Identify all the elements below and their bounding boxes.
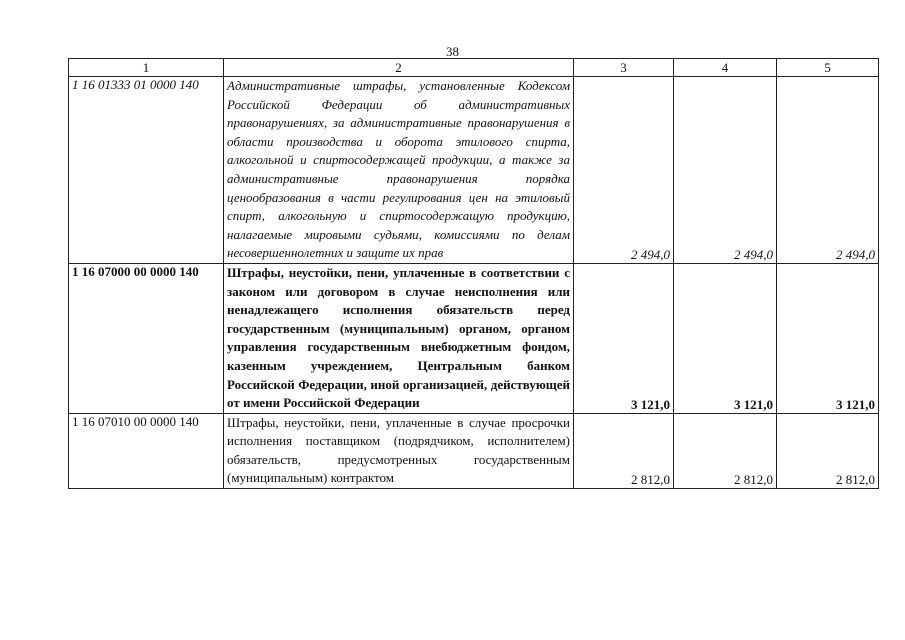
row-value-col3: 3 121,0 — [574, 263, 674, 413]
row-value-col4: 2 812,0 — [674, 413, 777, 488]
table-row — [69, 77, 879, 264]
budget-table — [68, 58, 879, 489]
row-value-col3: 2 812,0 — [574, 413, 674, 488]
column-header-5: 5 — [777, 59, 879, 77]
page-number: 38 — [446, 44, 459, 59]
row-value-col4: 3 121,0 — [674, 263, 777, 413]
row-value-col5: 2 494,0 — [777, 77, 879, 264]
row-value-col5: 2 812,0 — [777, 413, 879, 488]
row-name: Административные штрафы, установленные Кодексом Российской Федерации об административных правонарушениях, за административные правонарушения в области производства и оборота этилового спирта, алкогольной и спиртосодержащей продукции, а также за административные правонарушения порядка ценообразования в части регулирования цен на этиловый спирт, алкогольную и спиртосодержащую продукцию, налагаемые мировыми судьями, комиссиями по делам несовершеннолетних и защите их прав — [224, 77, 574, 264]
column-header-2: 2 — [224, 59, 574, 77]
row-code: 1 16 01333 01 0000 140 — [69, 77, 224, 264]
row-value-col5: 3 121,0 — [777, 263, 879, 413]
column-header-1: 1 — [69, 59, 224, 77]
column-header-4: 4 — [674, 59, 777, 77]
row-value-col4: 2 494,0 — [674, 77, 777, 264]
table-row — [69, 413, 879, 488]
table-row — [69, 263, 879, 413]
row-code: 1 16 07000 00 0000 140 — [69, 263, 224, 413]
column-header-3: 3 — [574, 59, 674, 77]
row-code: 1 16 07010 00 0000 140 — [69, 413, 224, 488]
row-name: Штрафы, неустойки, пени, уплаченные в соответствии с законом или договором в случае неисполнения или ненадлежащего исполнения обязательств перед государственным (муниципальным) органом, органом управления государственным внебюджетным фондом, казенным учреждением, Центральным банком Российской Федерации, иной организацией, действующей от имени Российской Федерации — [224, 263, 574, 413]
row-value-col3: 2 494,0 — [574, 77, 674, 264]
row-name: Штрафы, неустойки, пени, уплаченные в случае просрочки исполнения поставщиком (подрядчиком, исполнителем) обязательств, предусмотренных государственным (муниципальным) контрактом — [224, 413, 574, 488]
table-header-row — [69, 59, 879, 77]
